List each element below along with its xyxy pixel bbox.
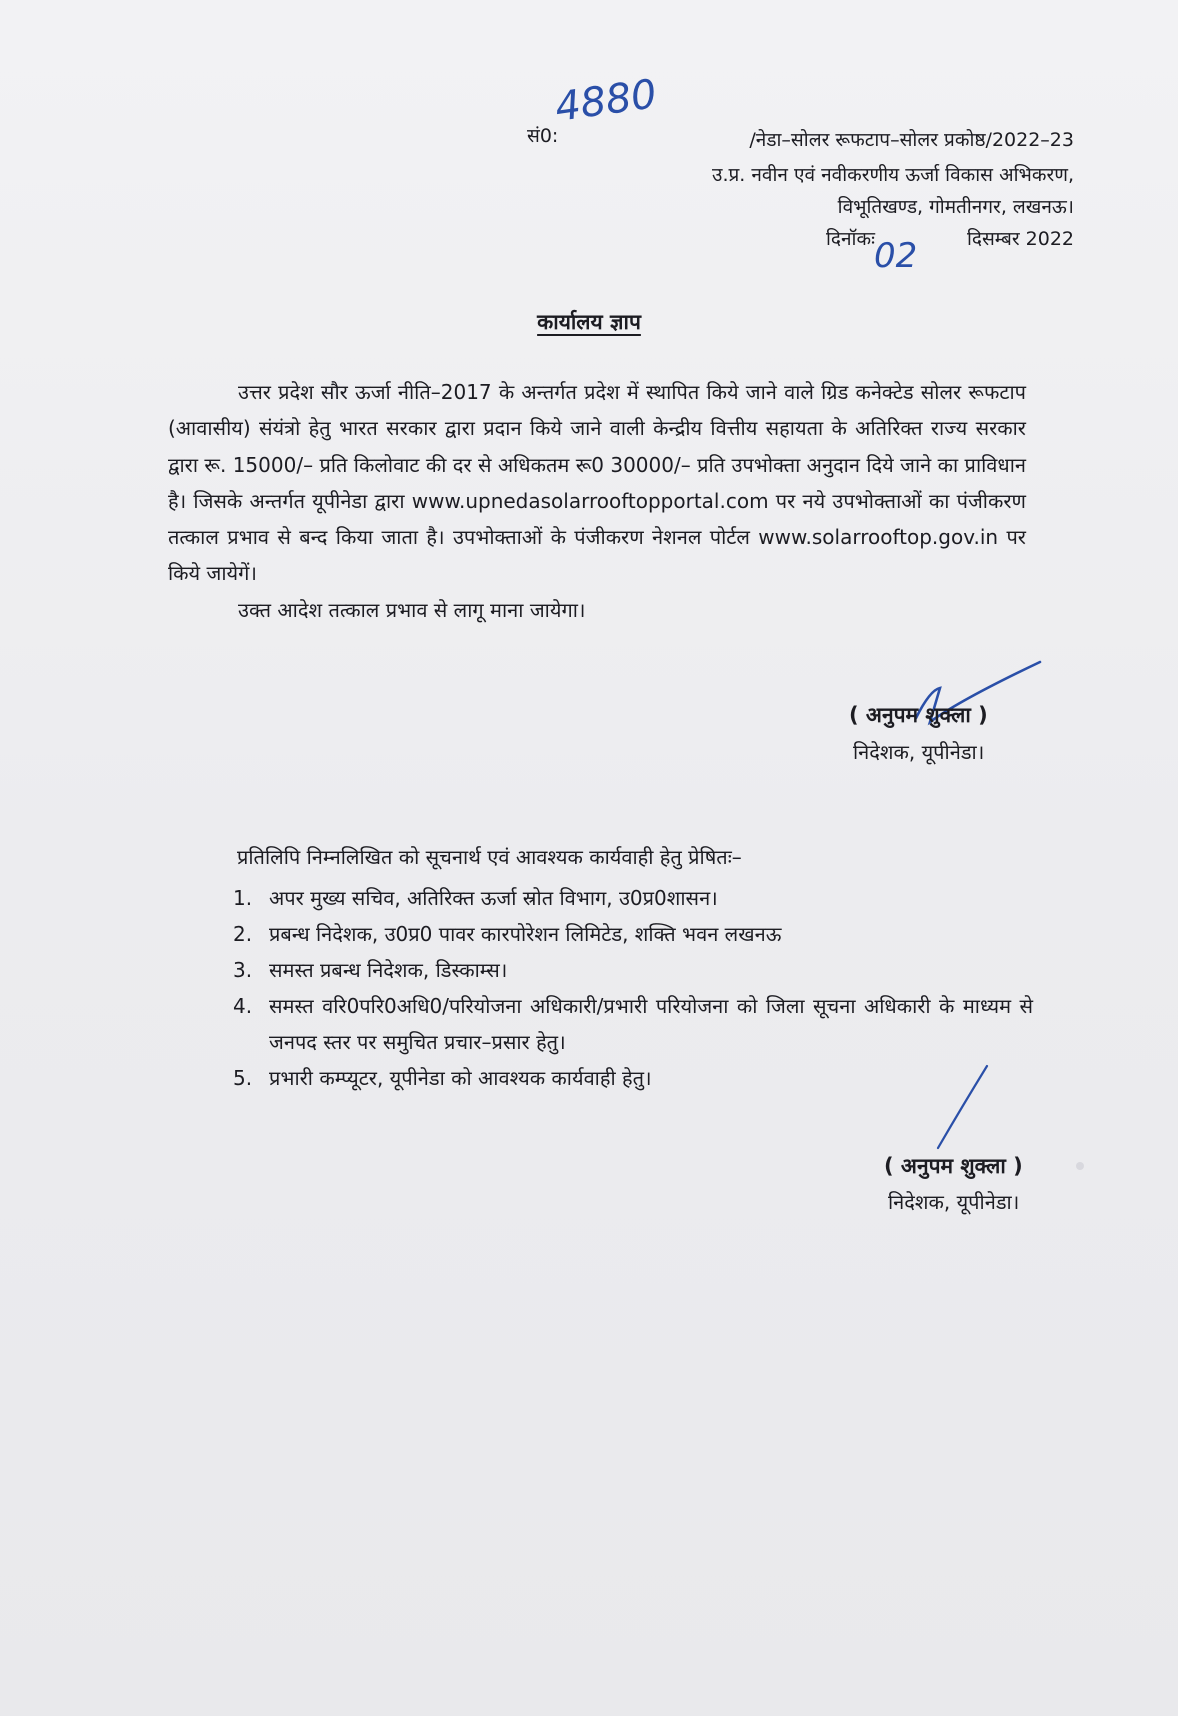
signatory-name-1: ( अनुपम शुक्ला ): [849, 703, 988, 727]
date-month-year: दिसम्बर 2022: [966, 228, 1074, 250]
organization-name: उ.प्र. नवीन एवं नवीकरणीय ऊर्जा विकास अभिकरण,: [712, 164, 1074, 186]
copy-to-intro: प्रतिलिपि निम्नलिखित को सूचनार्थ एवं आवश्यक कार्यवाही हेतु प्रेषितः–: [237, 845, 742, 869]
list-item: 1. अपर मुख्य सचिव, अतिरिक्त ऊर्जा स्रोत विभाग, उ0प्र0शासन।: [233, 886, 718, 910]
reference-prefix: सं0:: [527, 125, 559, 147]
reference-suffix: /नेडा–सोलर रूफटाप–सोलर प्रकोष्ठ/2022–23: [749, 129, 1074, 151]
list-item: 4. समस्त वरि0परि0अधि0/परियोजना अधिकारी/प्रभारी परियोजना को जिला सूचना अधिकारी के माध्यम से जनपद स्तर पर समुचित प्रचार–प्रसार हेतु।: [233, 994, 1033, 1054]
list-item: 3. समस्त प्रबन्ध निदेशक, डिस्काम्स।: [233, 958, 508, 982]
document-title: कार्यालय ज्ञाप: [537, 310, 641, 334]
date-day-handwritten: 02: [874, 236, 918, 276]
list-item: 2. प्रबन्ध निदेशक, उ0प्र0 पावर कारपोरेशन लिमिटेड, शक्ति भवन लखनऊ: [233, 922, 782, 946]
organization-address: विभूतिखण्ड, गोमतीनगर, लखनऊ।: [837, 196, 1074, 218]
memo-paragraph-1: उत्तर प्रदेश सौर ऊर्जा नीति–2017 के अन्तर्गत प्रदेश में स्थापित किये जाने वाले ग्रिड कनेक्टेड सोलर रूफटाप (आवासीय) संयंत्रो हेतु भारत सरकार द्वारा प्रदान किये जाने वाली केन्द्रीय वित्तीय सहायता के अतिरिक्त राज्य सरकार द्वारा रू. 15000/– प्रति किलोवाट की दर से अधिकतम रू0 30000/– प्रति उपभोक्ता अनुदान दिये जाने का प्राविधान है। जिसके अन्तर्गत यूपीनेडा द्वारा www.upnedasolarrooftopportal.com पर नये उपभोक्ताओं का पंजीकरण तत्काल प्रभाव से बन्द किया जाता है। उपभोक्ताओं के पंजीकरण नेशनल पोर्टल www.solarrooftop.gov.in पर किये जायेगें।: [168, 380, 1026, 586]
memo-paragraph-2: उक्त आदेश तत्काल प्रभाव से लागू माना जायेगा।: [238, 597, 586, 622]
reference-number-handwritten: 4880: [552, 71, 660, 131]
list-item: 5. प्रभारी कम्प्यूटर, यूपीनेडा को आवश्यक कार्यवाही हेतु।: [233, 1066, 652, 1090]
date-label: दिनॉकः: [826, 228, 875, 250]
signatory-name-2: ( अनुपम शुक्ला ): [884, 1154, 1023, 1178]
signatory-designation-1: निदेशक, यूपीनेडा।: [853, 740, 985, 764]
signatory-designation-2: निदेशक, यूपीनेडा।: [888, 1190, 1020, 1214]
